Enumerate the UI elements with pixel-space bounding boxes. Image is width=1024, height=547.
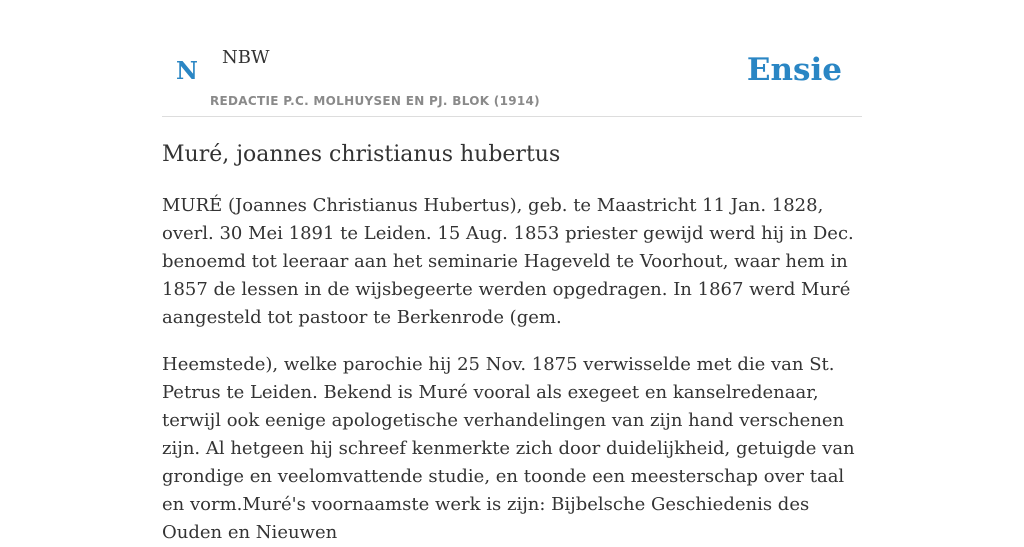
article: [162, 138, 862, 547]
source-logo[interactable]: N: [176, 56, 198, 85]
source-name[interactable]: NBW: [222, 47, 270, 68]
article-paragraph: Heemstede), welke parochie hij 25 Nov. 1875 verwisselde met die van St. Petrus te Leiden. Bekend is Muré vooral als exegeet en kanselredenaar, terwijl ook eenige apologetische verhandelingen van zijn hand verschenen zijn. Al hetgeen hij schreef kenmerkte zich door duidelijkheid, getuigde van grondige en veelomvattende studie, en toonde een meesterschap over taal en vorm.Muré's voornaamste werk is zijn: Bijbelsche Geschiedenis des Ouden en Nieuwen: [162, 354, 855, 543]
header: [162, 0, 862, 117]
page-title: Muré, joannes christianus hubertus: [162, 142, 561, 167]
brand-logo[interactable]: Ensie: [746, 52, 842, 88]
source-editors: REDACTIE P.C. MOLHUYSEN EN PJ. BLOK (1914): [210, 94, 540, 108]
article-paragraph: MURÉ (Joannes Christianus Hubertus), geb. te Maastricht 11 Jan. 1828, overl. 30 Mei 1891 te Leiden. 15 Aug. 1853 priester gewijd werd hij in Dec. benoemd tot leeraar aan het seminarie Hageveld te Voorhout, waar hem in 1857 de lessen in de wijsbegeerte werden opgedragen. In 1867 werd Muré aangesteld tot pastoor te Berkenrode (gem.: [162, 195, 854, 328]
